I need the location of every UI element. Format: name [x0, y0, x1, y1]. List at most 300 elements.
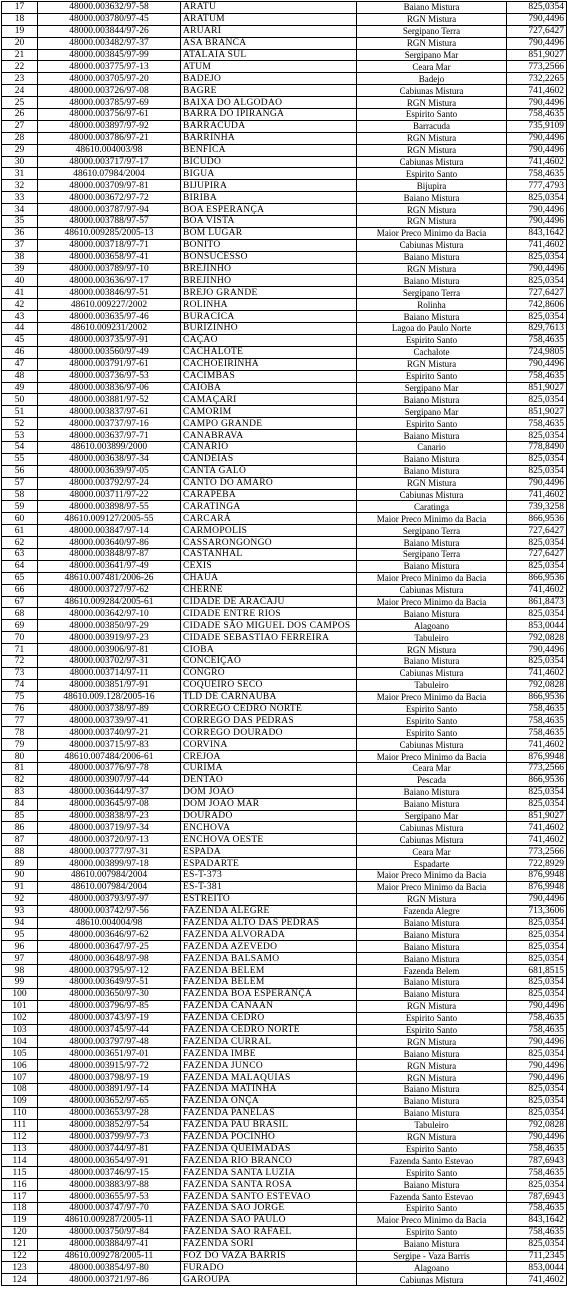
reference-region: Baiano Mistura [357, 1048, 507, 1060]
field-name: CORREGO DOURADO [181, 727, 357, 739]
process-code: 48000.003796/97-85 [38, 1000, 181, 1012]
table-row [2, 513, 567, 525]
reference-region: Baiano Mistura [357, 560, 507, 572]
reference-region: Cabiunas Mistura [357, 156, 507, 168]
reference-region: Fazenda Santo Estevao [357, 1155, 507, 1167]
price-value: 727,6427 [507, 548, 567, 560]
table-row [2, 667, 567, 679]
reference-region: Cabiunas Mistura [357, 739, 507, 751]
reference-region: Cabiunas Mistura [357, 85, 507, 97]
reference-region: Cabiunas Mistura [357, 1274, 507, 1286]
price-value: 825,0354 [507, 1095, 567, 1107]
field-name: CURIMA [181, 763, 357, 775]
price-value: 851,9027 [507, 406, 567, 418]
process-code: 48000.003711/97-22 [38, 489, 181, 501]
field-name: FAZENDA ONÇA [181, 1095, 357, 1107]
price-value: 758,4635 [507, 1202, 567, 1214]
process-code: 48000.003702/97-31 [38, 655, 181, 667]
field-name: FOZ DO VAZA BARRIS [181, 1250, 357, 1262]
process-code: 48000.003726/97-08 [38, 85, 181, 97]
table-row [2, 1012, 567, 1024]
row-number: 56 [2, 465, 38, 477]
table-row [2, 418, 567, 430]
table-row [2, 1060, 567, 1072]
price-value: 792,0828 [507, 1119, 567, 1131]
field-name: CONGRO [181, 667, 357, 679]
row-number: 100 [2, 988, 38, 1000]
table-row [2, 953, 567, 965]
table-row [2, 739, 567, 751]
table-row [2, 501, 567, 513]
table-row [2, 1250, 567, 1262]
field-name: CORREGO DAS PEDRAS [181, 715, 357, 727]
row-number: 42 [2, 299, 38, 311]
row-number: 43 [2, 311, 38, 323]
field-name: FAZENDA ALEGRE [181, 905, 357, 917]
process-code: 48000.003644/97-37 [38, 786, 181, 798]
row-number: 111 [2, 1119, 38, 1131]
table-row [2, 192, 567, 204]
process-code: 48000.003792/97-24 [38, 477, 181, 489]
reference-region: Ceara Mar [357, 763, 507, 775]
table-row [2, 323, 567, 335]
process-code: 48000.003739/97-41 [38, 715, 181, 727]
table-row [2, 608, 567, 620]
process-code: 48000.003482/97-37 [38, 37, 181, 49]
process-code: 48610.007481/2006-26 [38, 572, 181, 584]
price-value: 876,9948 [507, 751, 567, 763]
field-name: ESTREITO [181, 893, 357, 905]
field-name: DENTAO [181, 774, 357, 786]
field-name: CACHALOTE [181, 346, 357, 358]
table-row [2, 477, 567, 489]
table-row [2, 132, 567, 144]
process-code: 48610.07984/2004 [38, 168, 181, 180]
table-row [2, 299, 567, 311]
price-value: 713,3606 [507, 905, 567, 917]
field-name: FAZENDA IMBE [181, 1048, 357, 1060]
field-name: CASTANHAL [181, 548, 357, 560]
process-code: 48000.003709/97-81 [38, 180, 181, 192]
table-row [2, 1084, 567, 1096]
price-value: 758,4635 [507, 1226, 567, 1238]
price-value: 732,2265 [507, 73, 567, 85]
price-value: 825,0354 [507, 537, 567, 549]
price-value: 741,4602 [507, 489, 567, 501]
reference-region: Espirito Santo [357, 1167, 507, 1179]
price-value: 825,0354 [507, 917, 567, 929]
price-value: 825,0354 [507, 560, 567, 572]
process-code: 48610.009287/2005-11 [38, 1214, 181, 1226]
process-code: 48610.009285/2005-13 [38, 227, 181, 239]
process-code: 48610.009227/2002 [38, 299, 181, 311]
field-name: CAÇAO [181, 334, 357, 346]
price-value: 773,2566 [507, 61, 567, 73]
table-row [2, 430, 567, 442]
price-value: 741,4602 [507, 584, 567, 596]
row-number: 26 [2, 109, 38, 121]
price-value: 790,4496 [507, 216, 567, 228]
row-number: 115 [2, 1167, 38, 1179]
table-row [2, 13, 567, 25]
table-row [2, 311, 567, 323]
row-number: 106 [2, 1060, 38, 1072]
field-name: ASA BRANCA [181, 37, 357, 49]
price-value: 787,6943 [507, 1191, 567, 1203]
row-number: 25 [2, 97, 38, 109]
reference-region: Cabiunas Mistura [357, 584, 507, 596]
field-name: CANDEIAS [181, 453, 357, 465]
field-name: CARCARÁ [181, 513, 357, 525]
price-value: 790,4496 [507, 893, 567, 905]
price-value: 758,4635 [507, 1012, 567, 1024]
price-value: 758,4635 [507, 1024, 567, 1036]
price-value: 790,4496 [507, 1060, 567, 1072]
row-number: 107 [2, 1072, 38, 1084]
price-value: 790,4496 [507, 477, 567, 489]
reference-region: Cabiunas Mistura [357, 667, 507, 679]
field-name: FAZENDA BALSAMO [181, 953, 357, 965]
field-name: DOURADO [181, 810, 357, 822]
reference-region: Baiano Mistura [357, 941, 507, 953]
row-number: 103 [2, 1024, 38, 1036]
reference-region: Baiano Mistura [357, 953, 507, 965]
price-value: 853,0044 [507, 1262, 567, 1274]
table-row [2, 858, 567, 870]
row-number: 34 [2, 204, 38, 216]
table-row [2, 358, 567, 370]
process-code: 48610.007984/2004 [38, 870, 181, 882]
table-row [2, 988, 567, 1000]
table-row [2, 1214, 567, 1226]
process-code: 48000.003646/97-62 [38, 929, 181, 941]
price-value: 727,6427 [507, 25, 567, 37]
field-name: BARRACUDA [181, 120, 357, 132]
reference-region: RGN Mistura [357, 144, 507, 156]
field-name: FAZENDA SÃO JORGE [181, 1202, 357, 1214]
table-row [2, 120, 567, 132]
table-row [2, 596, 567, 608]
process-code: 48000.003846/97-51 [38, 287, 181, 299]
process-code: 48000.003788/97-57 [38, 216, 181, 228]
row-number: 121 [2, 1238, 38, 1250]
field-name: ES-T-373 [181, 870, 357, 882]
process-code: 48610.004004/98 [38, 917, 181, 929]
table-row [2, 180, 567, 192]
table-row [2, 394, 567, 406]
reference-region: Sergipano Mar [357, 49, 507, 61]
row-number: 51 [2, 406, 38, 418]
field-name: FAZENDA POCINHO [181, 1131, 357, 1143]
field-name: FAZENDA MALAQUIAS [181, 1072, 357, 1084]
price-value: 777,4793 [507, 180, 567, 192]
process-code: 48000.003718/97-71 [38, 239, 181, 251]
process-code: 48000.003715/97-83 [38, 739, 181, 751]
row-number: 72 [2, 655, 38, 667]
reference-region: Sergipano Terra [357, 548, 507, 560]
price-value: 825,0354 [507, 941, 567, 953]
reference-region: Badejo [357, 73, 507, 85]
process-code: 48000.003750/97-84 [38, 1226, 181, 1238]
field-name: CARAPEBA [181, 489, 357, 501]
row-number: 44 [2, 323, 38, 335]
process-code: 48000.003881/97-52 [38, 394, 181, 406]
price-value: 758,4635 [507, 370, 567, 382]
price-value: 876,9948 [507, 881, 567, 893]
price-value: 790,4496 [507, 263, 567, 275]
row-number: 76 [2, 703, 38, 715]
row-number: 73 [2, 667, 38, 679]
field-name: CREJOA [181, 751, 357, 763]
row-number: 84 [2, 798, 38, 810]
field-name: CARATINGA [181, 501, 357, 513]
table-row [2, 1274, 567, 1286]
row-number: 28 [2, 132, 38, 144]
price-value: 711,2345 [507, 1250, 567, 1262]
price-value: 741,4602 [507, 156, 567, 168]
reference-region: Maior Preco Minimo da Bacia [357, 227, 507, 239]
field-name: FAZENDA JUNCO [181, 1060, 357, 1072]
reference-region: Espirito Santo [357, 109, 507, 121]
process-code: 48000.003640/97-86 [38, 537, 181, 549]
price-value: 851,9027 [507, 810, 567, 822]
field-name: GAROUPA [181, 1274, 357, 1286]
process-code: 48000.003919/97-23 [38, 632, 181, 644]
table-row [2, 1238, 567, 1250]
table-row [2, 965, 567, 977]
price-value: 790,4496 [507, 1072, 567, 1084]
process-code: 48000.003851/97-91 [38, 679, 181, 691]
process-code: 48610.003899/2000 [38, 441, 181, 453]
table-row [2, 751, 567, 763]
field-name: ROLINHA [181, 299, 357, 311]
reference-region: RGN Mistura [357, 893, 507, 905]
process-code: 48000.003747/97-70 [38, 1202, 181, 1214]
table-row [2, 572, 567, 584]
table-row [2, 109, 567, 121]
reference-region: Ceara Mar [357, 61, 507, 73]
reference-region: Sergipano Terra [357, 525, 507, 537]
table-row [2, 1262, 567, 1274]
field-name: FAZENDA AZEVEDO [181, 941, 357, 953]
process-code: 48000.003798/97-19 [38, 1072, 181, 1084]
reference-region: Barracuda [357, 120, 507, 132]
field-name: BONSUCESSO [181, 251, 357, 263]
reference-region: Caratinga [357, 501, 507, 513]
reference-region: RGN Mistura [357, 263, 507, 275]
row-number: 116 [2, 1179, 38, 1191]
reference-region: Baiano Mistura [357, 798, 507, 810]
field-name: FAZENDA SANTA LUZIA [181, 1167, 357, 1179]
field-name: CAMORIM [181, 406, 357, 418]
table-row [2, 1202, 567, 1214]
row-number: 55 [2, 453, 38, 465]
process-code: 48000.003775/97-13 [38, 61, 181, 73]
table-row [2, 560, 567, 572]
field-name: TLD DE CARNAUBA [181, 691, 357, 703]
field-name: CANTA GALO [181, 465, 357, 477]
reference-region: Maior Preco Minimo da Bacia [357, 881, 507, 893]
reference-region: Cabiunas Mistura [357, 239, 507, 251]
reference-region: Sergipano Mar [357, 810, 507, 822]
price-value: 778,8490 [507, 441, 567, 453]
reference-region: Maior Preco Minimo da Bacia [357, 596, 507, 608]
row-number: 83 [2, 786, 38, 798]
row-number: 85 [2, 810, 38, 822]
row-number: 35 [2, 216, 38, 228]
reference-region: Espirito Santo [357, 1012, 507, 1024]
row-number: 52 [2, 418, 38, 430]
row-number: 112 [2, 1131, 38, 1143]
process-code: 48000.003744/97-81 [38, 1143, 181, 1155]
field-name: FAZENDA QUEIMADAS [181, 1143, 357, 1155]
row-number: 86 [2, 822, 38, 834]
row-number: 94 [2, 917, 38, 929]
price-value: 724,9805 [507, 346, 567, 358]
process-code: 48000.003642/97-10 [38, 608, 181, 620]
table-row [2, 275, 567, 287]
row-number: 71 [2, 644, 38, 656]
price-value: 866,9536 [507, 513, 567, 525]
price-value: 825,0354 [507, 2, 567, 14]
field-name: FAZENDA PANELAS [181, 1107, 357, 1119]
price-value: 727,6427 [507, 525, 567, 537]
price-value: 825,0354 [507, 1179, 567, 1191]
process-code: 48000.003799/97-73 [38, 1131, 181, 1143]
reference-region: Baiano Mistura [357, 1238, 507, 1250]
field-name: BAGRE [181, 85, 357, 97]
process-code: 48000.003891/97-14 [38, 1084, 181, 1096]
field-name: BIRIBA [181, 192, 357, 204]
reference-region: Pescada [357, 774, 507, 786]
process-code: 48000.003641/97-49 [38, 560, 181, 572]
process-code: 48000.003838/97-23 [38, 810, 181, 822]
price-value: 741,4602 [507, 739, 567, 751]
field-name: BARRINHA [181, 132, 357, 144]
price-value: 825,0354 [507, 953, 567, 965]
reference-region: Maior Preco Minimo da Bacia [357, 513, 507, 525]
table-row [2, 644, 567, 656]
reference-region: RGN Mistura [357, 37, 507, 49]
process-code: 48000.003844/97-26 [38, 25, 181, 37]
row-number: 37 [2, 239, 38, 251]
table-row [2, 334, 567, 346]
price-value: 727,6427 [507, 287, 567, 299]
price-value: 825,0354 [507, 251, 567, 263]
table-row [2, 1036, 567, 1048]
price-value: 825,0354 [507, 1238, 567, 1250]
table-body [2, 2, 567, 1286]
table-row [2, 703, 567, 715]
field-name: CARMOPOLIS [181, 525, 357, 537]
row-number: 88 [2, 846, 38, 858]
row-number: 77 [2, 715, 38, 727]
row-number: 124 [2, 1274, 38, 1286]
table-row [2, 156, 567, 168]
row-number: 99 [2, 977, 38, 989]
reference-region: Baiano Mistura [357, 655, 507, 667]
process-code: 48000.003720/97-13 [38, 834, 181, 846]
price-value: 758,4635 [507, 1143, 567, 1155]
table-row [2, 846, 567, 858]
price-value: 790,4496 [507, 644, 567, 656]
process-code: 48610.009231/2002 [38, 323, 181, 335]
row-number: 92 [2, 893, 38, 905]
row-number: 48 [2, 370, 38, 382]
field-name: CANTO DO AMARO [181, 477, 357, 489]
process-code: 48000.003797/97-48 [38, 1036, 181, 1048]
table-row [2, 525, 567, 537]
row-number: 18 [2, 13, 38, 25]
reference-region: RGN Mistura [357, 358, 507, 370]
price-value: 758,4635 [507, 334, 567, 346]
price-value: 741,4602 [507, 822, 567, 834]
table-row [2, 227, 567, 239]
reference-region: Baiano Mistura [357, 917, 507, 929]
process-code: 48610.009278/2005-11 [38, 1250, 181, 1262]
process-code: 48000.003654/97-91 [38, 1155, 181, 1167]
price-value: 792,0828 [507, 632, 567, 644]
reference-region: Baiano Mistura [357, 192, 507, 204]
field-name: BREJINHO [181, 263, 357, 275]
table-row [2, 346, 567, 358]
row-number: 31 [2, 168, 38, 180]
row-number: 63 [2, 548, 38, 560]
process-code: 48000.003897/97-92 [38, 120, 181, 132]
field-name: ARUARI [181, 25, 357, 37]
field-name: ESPADA [181, 846, 357, 858]
row-number: 61 [2, 525, 38, 537]
reference-region: Baiano Mistura [357, 465, 507, 477]
row-number: 104 [2, 1036, 38, 1048]
process-code: 48000.003649/97-51 [38, 977, 181, 989]
row-number: 33 [2, 192, 38, 204]
row-number: 114 [2, 1155, 38, 1167]
field-name: CIDADE SEBASTIAO FERREIRA [181, 632, 357, 644]
price-value: 876,9948 [507, 870, 567, 882]
price-value: 825,0354 [507, 798, 567, 810]
field-name: CORVINA [181, 739, 357, 751]
field-name: FAZENDA CEDRO [181, 1012, 357, 1024]
reference-region: Sergipano Mar [357, 382, 507, 394]
row-number: 93 [2, 905, 38, 917]
price-value: 825,0354 [507, 394, 567, 406]
process-code: 48000.003837/97-61 [38, 406, 181, 418]
table-row [2, 406, 567, 418]
process-code: 48000.003836/97-06 [38, 382, 181, 394]
price-value: 861,8473 [507, 596, 567, 608]
field-name: CONCEIÇAO [181, 655, 357, 667]
reference-region: Baiano Mistura [357, 1179, 507, 1191]
process-code: 48000.003727/97-62 [38, 584, 181, 596]
price-value: 851,9027 [507, 49, 567, 61]
row-number: 21 [2, 49, 38, 61]
field-name: ES-T-381 [181, 881, 357, 893]
table-row [2, 61, 567, 73]
reference-region: Cabiunas Mistura [357, 822, 507, 834]
reference-region: Maior Preco Minimo da Bacia [357, 870, 507, 882]
field-name: ARATUM [181, 13, 357, 25]
table-row [2, 216, 567, 228]
reference-region: Baiano Mistura [357, 608, 507, 620]
process-code: 48000.003852/97-54 [38, 1119, 181, 1131]
reference-region: Sergipano Terra [357, 287, 507, 299]
price-value: 758,4635 [507, 727, 567, 739]
row-number: 95 [2, 929, 38, 941]
reference-region: Baiano Mistura [357, 1084, 507, 1096]
reference-region: Baiano Mistura [357, 977, 507, 989]
reference-region: Cabiunas Mistura [357, 489, 507, 501]
